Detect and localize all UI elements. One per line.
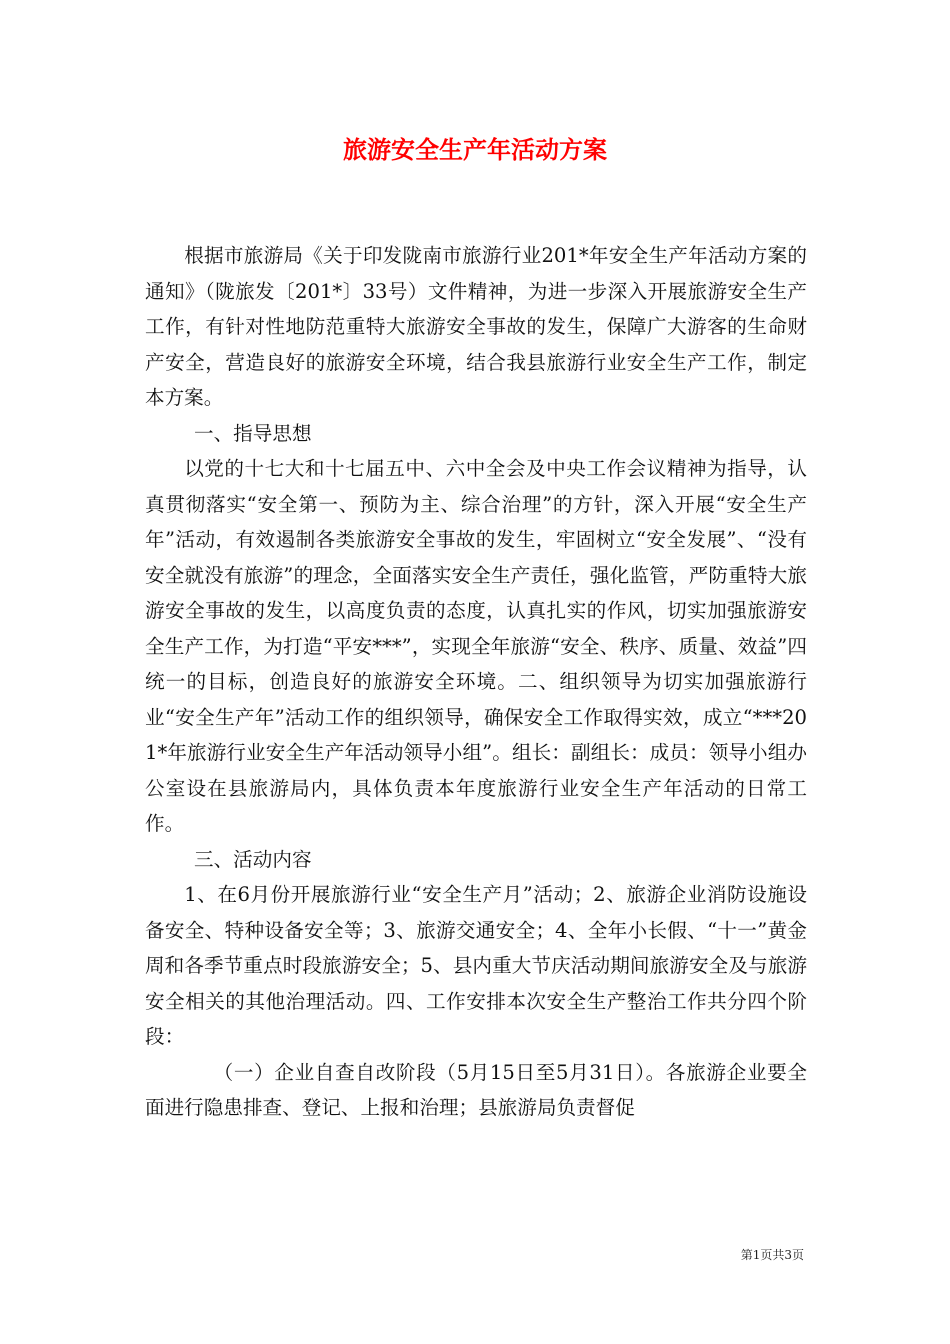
self-check-stage-paragraph: （一）企业自查自改阶段（5月15日至5月31日）。各旅游企业要全面进行隐患排查、登记、上报和治理；县旅游局负责督促	[145, 1060, 807, 1119]
document-body	[145, 238, 807, 1126]
guiding-thought-paragraph: 以党的十七大和十七届五中、六中全会及中央工作会议精神为指导，认真贯彻落实“安全第一、预防为主、综合治理”的方针，深入开展“安全生产年”活动，有效遏制各类旅游安全事故的发生，牢固树立“安全发展”、“没有安全就没有旅游”的理念，全面落实安全生产责任，强化监管，严防重特大旅游安全事故的发生，以高度负责的态度，认真扎实的作风，切实加强旅游安全生产工作，为打造“平安***”，实现全年旅游“安全、秩序、质量、效益”四统一的目标，创造良好的旅游安全环境。二、组织领导为切实加强旅游行业“安全生产年”活动工作的组织领导，确保安全工作取得实效，成立“***201*年旅游行业安全生产年活动领导小组”。组长：副组长：成员：领导小组办公室设在县旅游局内，具体负责本年度旅游行业安全生产年活动的日常工作。	[145, 457, 807, 835]
activity-content-paragraph: 1、在6月份开展旅游行业“安全生产月”活动；2、旅游企业消防设施设备安全、特种设备安全等；3、旅游交通安全；4、全年小长假、“十一”黄金周和各季节重点时段旅游安全；5、县内重大节庆活动期间旅游安全及与旅游安全相关的其他治理活动。四、工作安排本次安全生产整治工作共分四个阶段：	[145, 883, 807, 1048]
section-heading-activity-content: 三、活动内容	[194, 847, 312, 871]
document-title: 旅游安全生产年活动方案	[343, 135, 607, 164]
page-number: 第1页共3页	[740, 1248, 804, 1262]
intro-paragraph: 根据市旅游局《关于印发陇南市旅游行业201*年安全生产年活动方案的通知》（陇旅发〔201*〕33号）文件精神，为进一步深入开展旅游安全生产工作，有针对性地防范重特大旅游安全事故的发生，保障广大游客的生命财产安全，营造良好的旅游安全环境，结合我县旅游行业安全生产工作，制定本方案。	[145, 244, 807, 409]
section-heading-guiding-thought: 一、指导思想	[194, 421, 312, 445]
